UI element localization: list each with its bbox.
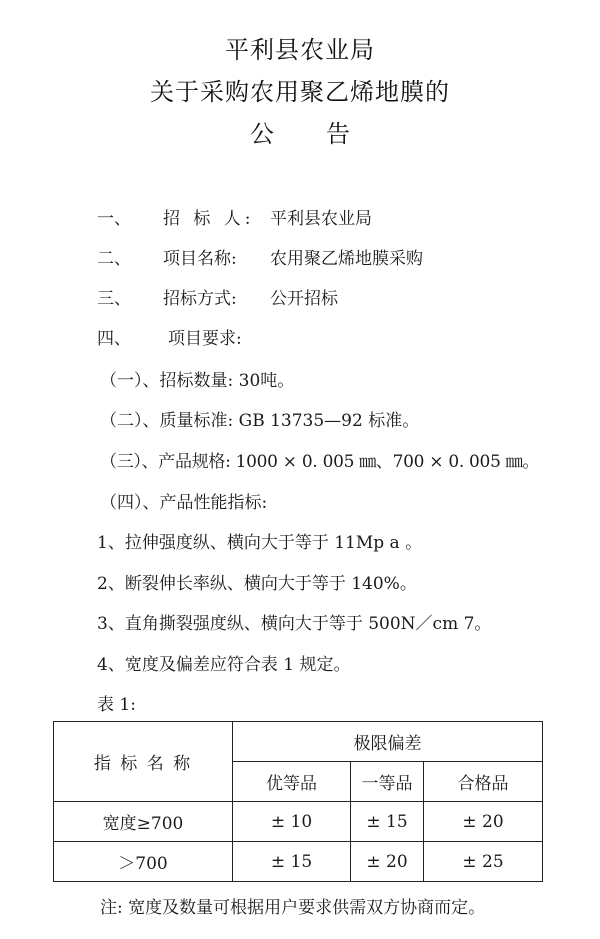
caption-text: 表 1: <box>97 695 136 715</box>
performance-text: 3、直角撕裂强度纵、横向大于等于 500N／cm 7。 <box>97 614 492 634</box>
item-number: 三、 <box>97 289 131 309</box>
notice-title-line1: 平利县农业局 <box>225 36 375 64</box>
row-label: ＞700 <box>54 842 233 882</box>
requirement-text: （一）、招标数量: 30吨。 <box>100 371 295 391</box>
header-grade-top: 优等品 <box>233 762 351 802</box>
requirement-text: （四）、产品性能指标: <box>100 493 268 513</box>
item-number: 一、 <box>97 209 131 229</box>
item-number: 四、 <box>97 329 131 349</box>
item-label: 招标方式: <box>163 289 237 309</box>
notice-title-line3 <box>0 114 600 149</box>
item-label: 项目名称: <box>163 249 237 269</box>
header-indicator-name: 指 标 名 称 <box>54 722 233 802</box>
table-row <box>54 842 543 882</box>
requirement-text: （二）、质量标准: GB 13735—92 标准。 <box>100 411 420 431</box>
table-row <box>54 802 543 842</box>
footnote: 注: 宽度及数量可根据用户要求供需双方协商而定。 <box>100 898 486 918</box>
header-grade-qualified: 合格品 <box>424 762 543 802</box>
cell-value: ± 25 <box>424 842 543 882</box>
cell-value: ± 15 <box>351 802 424 842</box>
item-value: 平利县农业局 <box>270 209 372 229</box>
cell-value: ± 20 <box>424 802 543 842</box>
title-char-gao: 告 <box>326 120 350 148</box>
header-grade-first: 一等品 <box>351 762 424 802</box>
width-deviation-table <box>53 721 543 882</box>
performance-text: 2、断裂伸长率纵、横向大于等于 140%。 <box>97 574 417 594</box>
item-number: 二、 <box>97 249 131 269</box>
cell-value: ± 15 <box>233 842 351 882</box>
row-label: 宽度≥700 <box>54 802 233 842</box>
notice-title-line2: 关于采购农用聚乙烯地膜的 <box>150 78 450 106</box>
item-label: 招 标 人: <box>163 209 255 229</box>
performance-text: 1、拉伸强度纵、横向大于等于 11Mp a 。 <box>97 533 423 553</box>
title-char-gong: 公 <box>250 120 274 148</box>
item-value: 农用聚乙烯地膜采购 <box>270 249 423 269</box>
item-label: 项目要求: <box>168 329 242 349</box>
table-header-row <box>54 722 543 762</box>
cell-value: ± 20 <box>351 842 424 882</box>
cell-value: ± 10 <box>233 802 351 842</box>
performance-text: 4、宽度及偏差应符合表 1 规定。 <box>97 655 351 675</box>
header-limit-deviation: 极限偏差 <box>233 722 543 762</box>
requirement-text: （三）、产品规格: 1000 × 0. 005 ㎜、700 × 0. 005 ㎜。 <box>100 452 540 472</box>
item-value: 公开招标 <box>270 289 338 309</box>
